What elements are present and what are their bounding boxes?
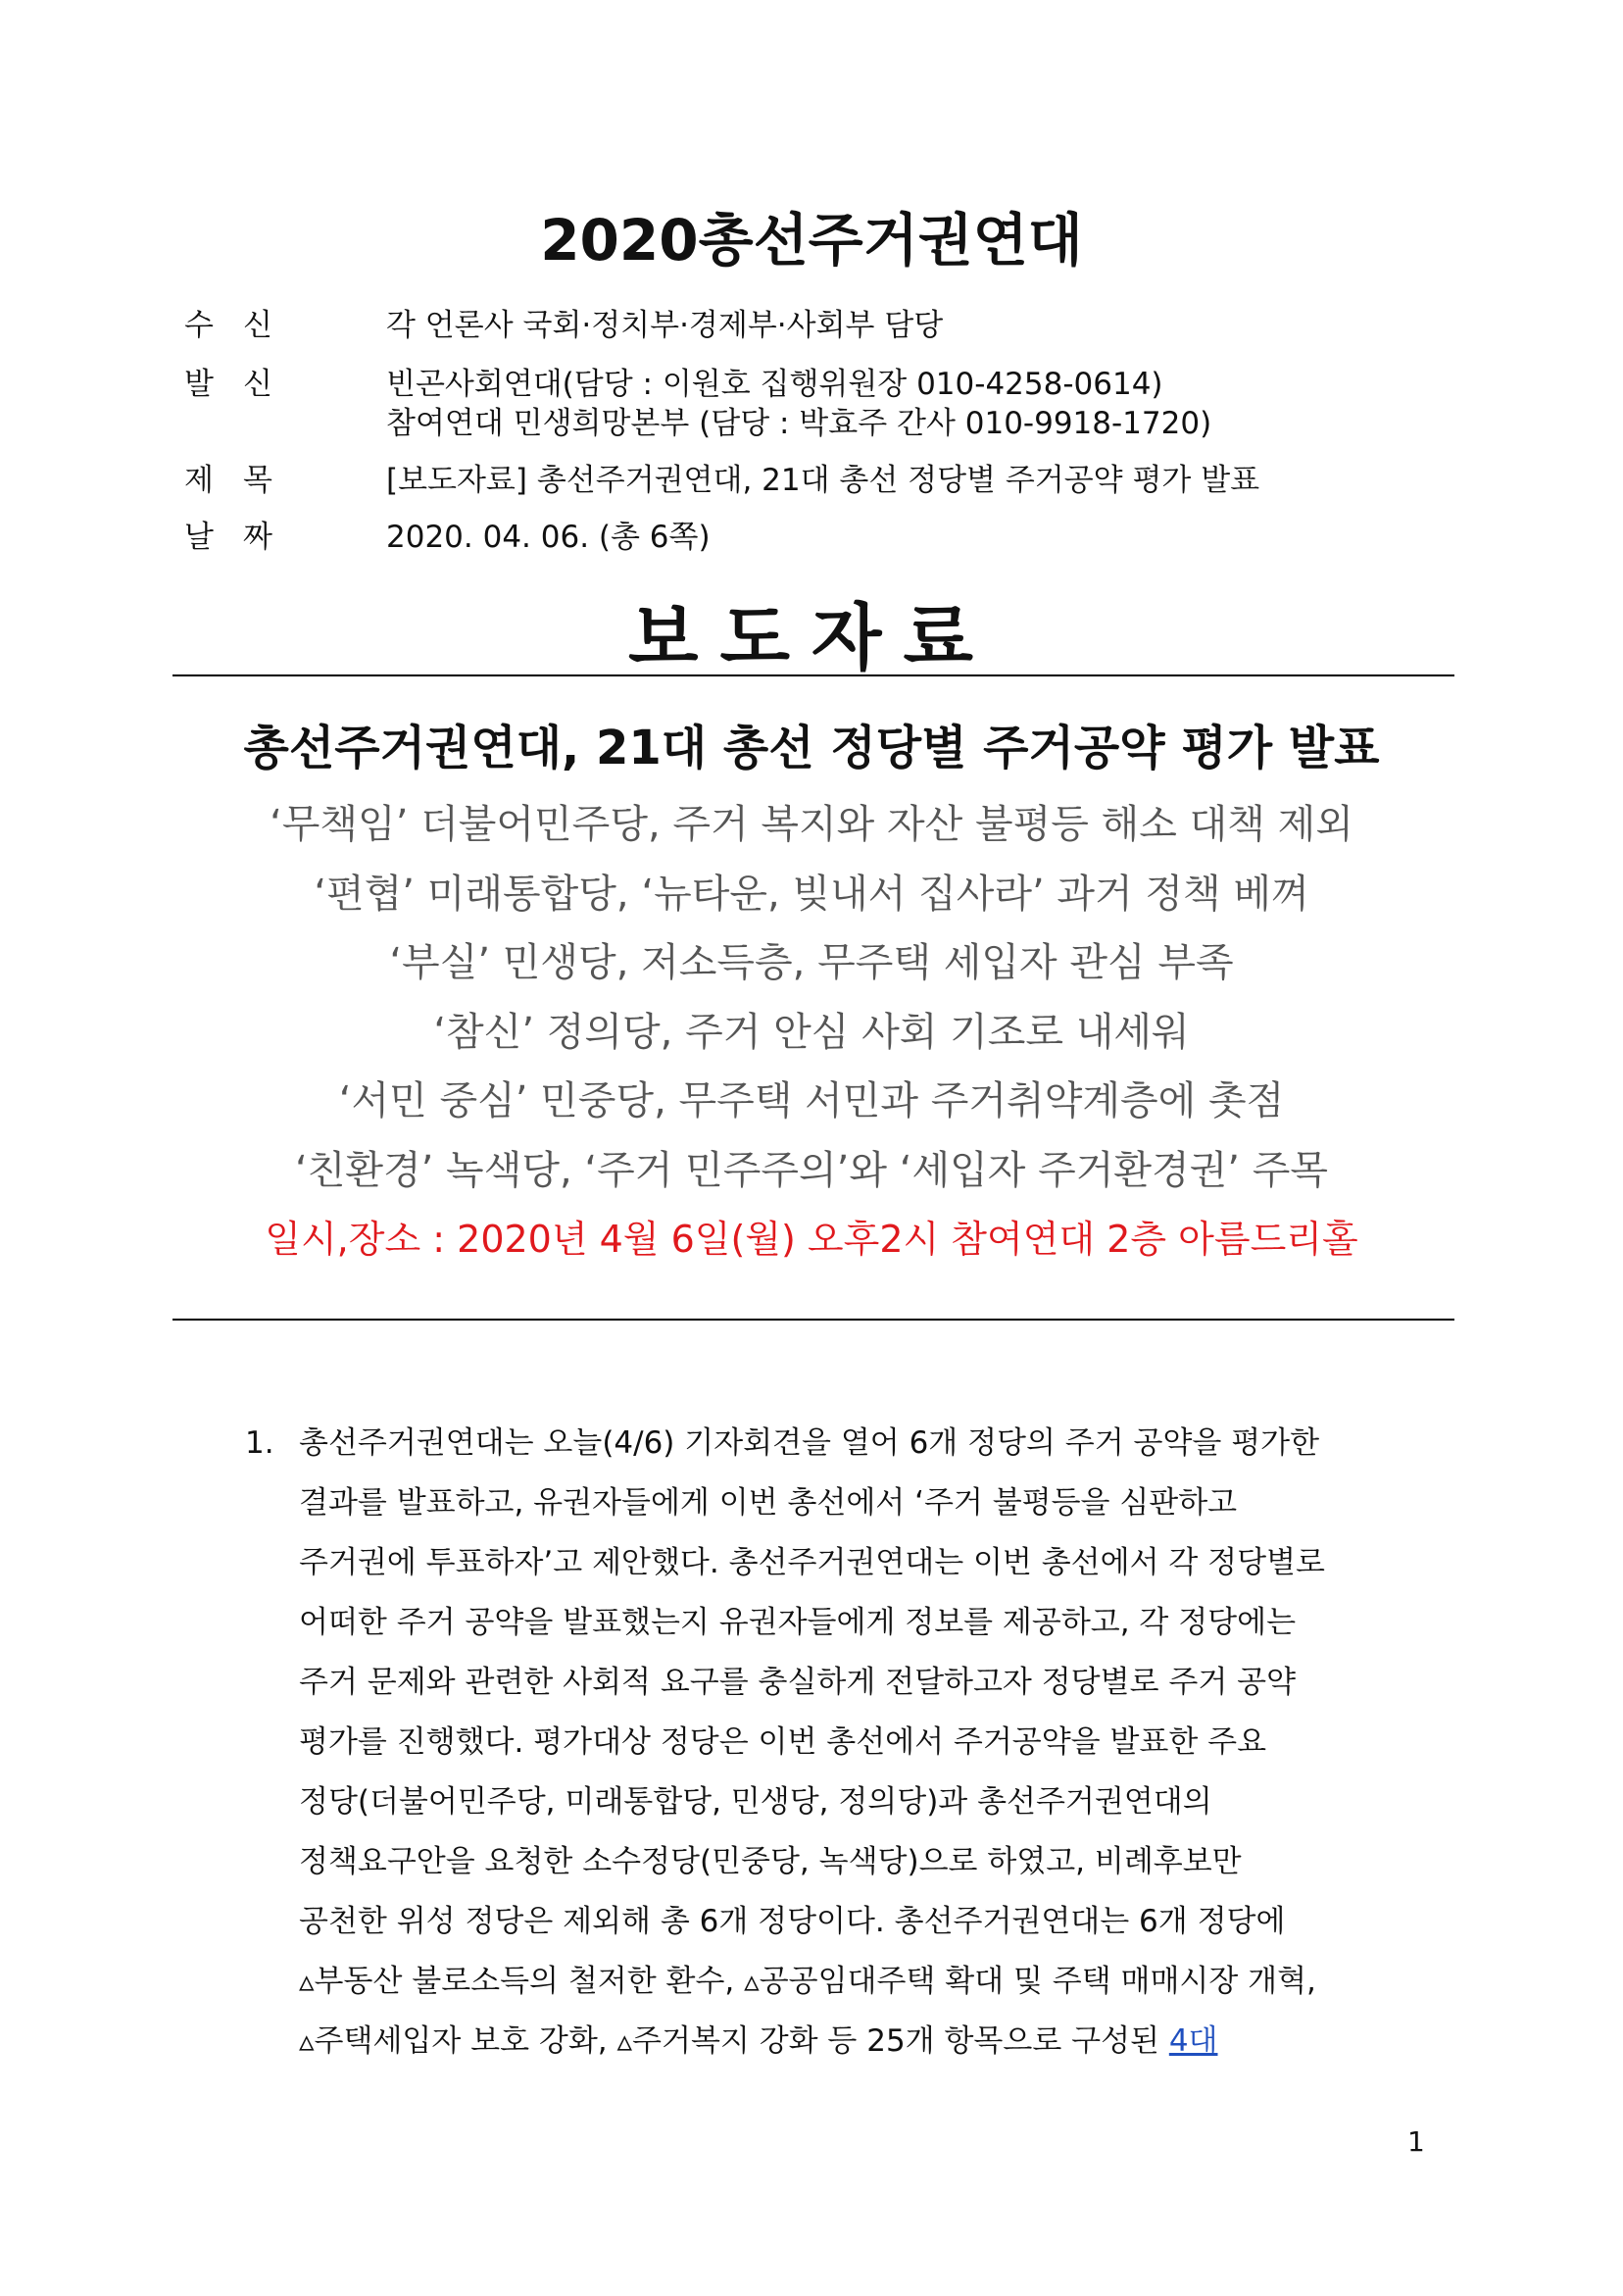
subheadline: ‘편협’ 미래통합당, ‘뉴타운, 빚내서 집사라’ 과거 정책 베껴	[314, 871, 1309, 917]
meta-sender-label: 발신	[184, 367, 302, 402]
paragraph-line: 공천한 위성 정당은 제외해 총 6개 정당이다. 총선주거권연대는 6개 정당에	[299, 1904, 1286, 1939]
paragraph-line: ▵부동산 불로소득의 철저한 환수, ▵공공임대주택 확대 및 주택 매매시장 개혁,	[299, 1964, 1316, 1999]
org-title: 2020총선주거권연대	[540, 207, 1083, 274]
paragraph-line-last	[299, 2012, 1451, 2071]
four-areas-link[interactable]: 4대	[1168, 2023, 1218, 2059]
meta-sender-line-2: 참여연대 민생희망본부 (담당 : 박효주 간사 010-9918-1720)	[386, 406, 1212, 441]
top-divider	[172, 674, 1454, 676]
meta-sender-value	[386, 365, 1211, 443]
meta-date-row	[184, 518, 711, 557]
press-headline: 총선주거권연대, 21대 총선 정당별 주거공약 평가 발표	[243, 721, 1380, 775]
paragraph-line: 정당(더불어민주당, 미래통합당, 민생당, 정의당)과 총선주거권연대의	[299, 1784, 1212, 1820]
paragraph-line: 정책요구안을 요청한 소수정당(민중당, 녹색당)으로 하였고, 비례후보만	[299, 1844, 1242, 1879]
meta-recipient-row	[184, 306, 943, 345]
paragraph-line: 주거 문제와 관련한 사회적 요구를 충실하게 전달하고자 정당별로 주거 공약	[299, 1665, 1297, 1700]
meta-subject-row	[184, 461, 1259, 500]
subheadline-list	[0, 790, 1623, 1273]
meta-sender-line-1: 빈곤사회연대(담당 : 이원호 집행위원장 010-4258-0614)	[386, 367, 1163, 402]
paragraph-line: 어떠한 주거 공약을 발표했는지 유권자들에게 정보를 제공하고, 각 정당에는	[299, 1605, 1297, 1640]
subheadline: ‘부실’ 민생당, 저소득층, 무주택 세입자 관심 부족	[389, 940, 1234, 985]
meta-subject-value: [보도자료] 총선주거권연대, 21대 총선 정당별 주거공약 평가 발표	[386, 463, 1260, 498]
event-datetime-location: 일시,장소 : 2020년 4월 6일(월) 오후2시 참여연대 2층 아름드리홀	[265, 1218, 1358, 1261]
subheadline: ‘참신’ 정의당, 주거 안심 사회 기조로 내세워	[433, 1009, 1190, 1055]
meta-sender-row	[184, 365, 1211, 443]
subheadline: ‘서민 중심’ 민중당, 무주택 서민과 주거취약계층에 촛점	[338, 1078, 1285, 1123]
meta-date-value: 2020. 04. 06. (총 6쪽)	[386, 520, 711, 555]
meta-date-label: 날짜	[184, 520, 302, 555]
paragraph-line: 결과를 발표하고, 유권자들에게 이번 총선에서 ‘주거 불평등을 심판하고	[299, 1485, 1238, 1521]
paragraph-line: 총선주거권연대는 오늘(4/6) 기자회견을 열어 6개 정당의 주거 공약을 평가한	[299, 1425, 1320, 1461]
subheadline: ‘친환경’ 녹색당, ‘주거 민주주의’와 ‘세입자 주거환경권’ 주목	[294, 1147, 1328, 1193]
paragraph-number: 1.	[245, 1425, 274, 1461]
paragraph-line: 주거권에 투표하자’고 제안했다. 총선주거권연대는 이번 총선에서 각 정당별로	[299, 1545, 1325, 1580]
meta-subject-label: 제목	[184, 463, 302, 498]
doc-type-title: 보도자료	[628, 596, 995, 680]
body-paragraph-1	[245, 1414, 1451, 2071]
meta-recipient-value: 각 언론사 국회·정치부·경제부·사회부 담당	[386, 308, 944, 343]
paragraph-line: 평가를 진행했다. 평가대상 정당은 이번 총선에서 주거공약을 발표한 주요	[299, 1724, 1267, 1760]
paragraph-line-text: ▵주택세입자 보호 강화, ▵주거복지 강화 등 25개 항목으로 구성된	[299, 2023, 1169, 2059]
meta-recipient-label: 수신	[184, 308, 302, 343]
subheadline: ‘무책임’ 더불어민주당, 주거 복지와 자산 불평등 해소 대책 제외	[270, 802, 1353, 847]
bottom-divider	[172, 1319, 1454, 1321]
page-number: 1	[1407, 2125, 1425, 2158]
